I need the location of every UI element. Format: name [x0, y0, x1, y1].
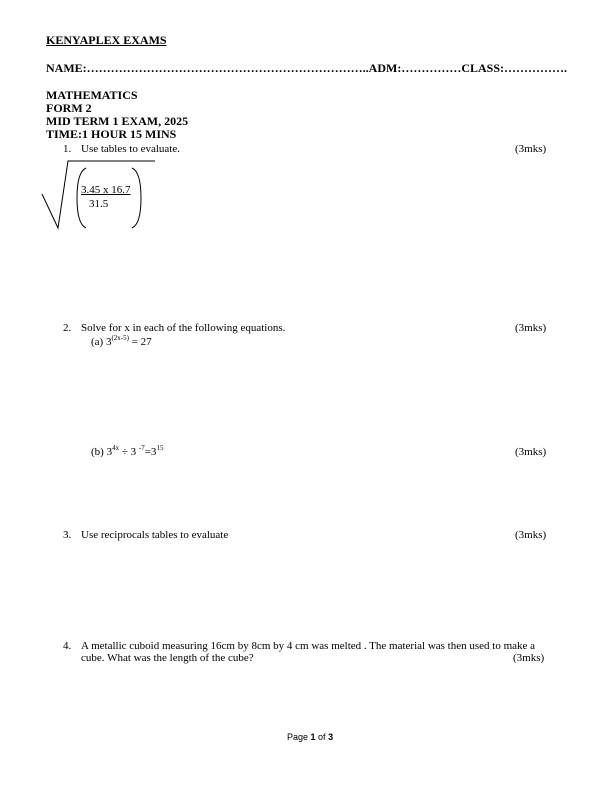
- q1-numerator: 3.45 x 16.7: [81, 184, 131, 196]
- q3-number: 3.: [63, 529, 72, 541]
- q2b-exponent-1: 4x: [112, 444, 120, 452]
- page-prefix: Page: [287, 732, 311, 742]
- q4-text-line1: A metallic cuboid measuring 16cm by 8cm by 4 cm was melted . The material was then used to make a: [81, 640, 536, 652]
- q4-marks: (3mks): [513, 652, 545, 664]
- subject: MATHEMATICS: [46, 88, 138, 102]
- q2b-exponent-2: -7: [138, 444, 145, 452]
- q2b-operator: ÷ 3: [119, 446, 139, 458]
- q2-text: Solve for x in each of the following equations.: [81, 322, 286, 334]
- q4-number: 4.: [63, 640, 72, 652]
- q2a-equation: [91, 336, 152, 348]
- page-current: 1: [310, 732, 316, 742]
- q2a-rest: = 27: [128, 336, 152, 348]
- q2b-marks: (3mks): [515, 446, 547, 458]
- q2-number: 2.: [63, 322, 72, 334]
- q1-marks: (3mks): [515, 143, 547, 155]
- page-number: [287, 732, 333, 742]
- student-details-line: NAME:……………………………………………………………..ADM:……………CLASS:…………….: [46, 61, 567, 75]
- term: MID TERM 1 EXAM, 2025: [46, 114, 189, 128]
- q2b-equation: [91, 446, 163, 458]
- q4-text-line2: cube. What was the length of the cube?: [81, 652, 254, 664]
- form: FORM 2: [46, 101, 92, 115]
- q1-number: 1.: [63, 143, 72, 155]
- page-total: 3: [328, 732, 334, 742]
- org-title: KENYAPLEX EXAMS: [46, 33, 167, 47]
- q2b-label: (b): [91, 446, 104, 458]
- q2b-base: 3: [106, 446, 113, 458]
- q1-denominator: 31.5: [89, 198, 109, 210]
- q2a-exponent: (2x-5): [111, 334, 129, 342]
- q2a-base: 3: [105, 336, 112, 348]
- q3-text: Use reciprocals tables to evaluate: [81, 529, 229, 541]
- q2a-label: (a): [91, 336, 104, 348]
- q2-marks: (3mks): [515, 322, 547, 334]
- q2b-exponent-3: 15: [156, 444, 164, 452]
- time: TIME:1 HOUR 15 MINS: [46, 127, 177, 141]
- q1-text: Use tables to evaluate.: [81, 143, 180, 155]
- q3-marks: (3mks): [515, 529, 547, 541]
- page-of: of: [315, 732, 329, 742]
- q2b-equals: =3: [144, 446, 157, 458]
